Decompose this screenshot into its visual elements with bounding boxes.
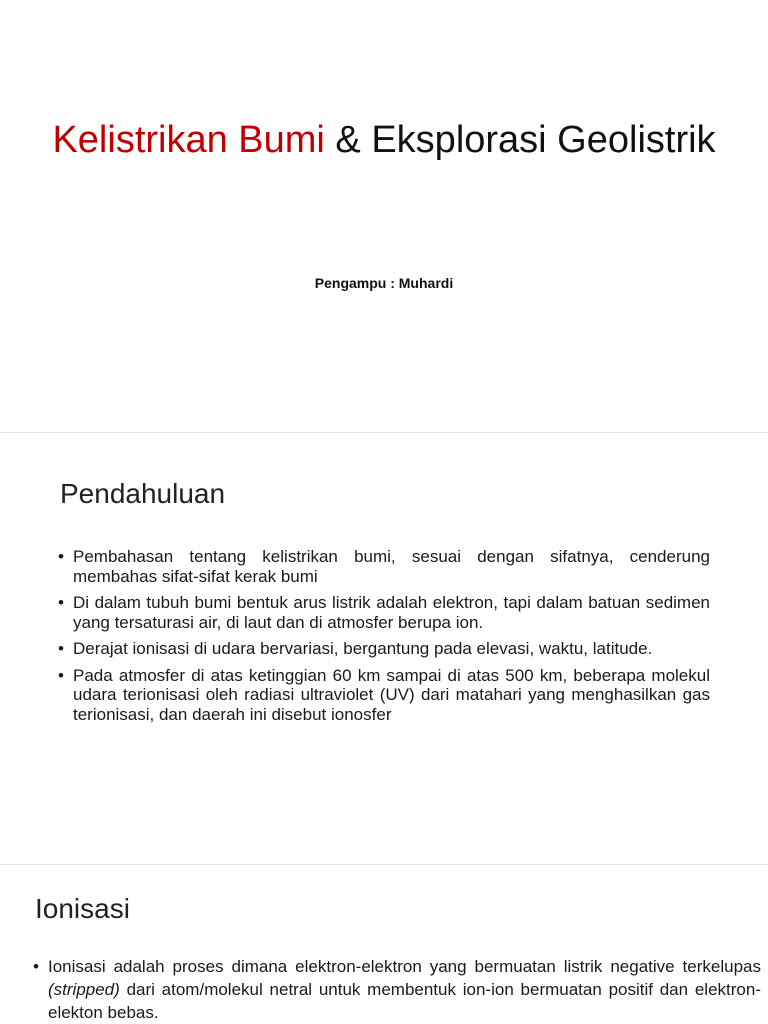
bullet-icon: •: [33, 957, 39, 976]
bullet-italic-text: (stripped): [48, 980, 120, 999]
ionisasi-slide: [0, 865, 768, 1024]
bullet-list: [58, 547, 710, 731]
bullet-text: dari atom/molekul netral untuk membentuk ion-ion bermuatan positif dan elektron-elekton bebas.: [48, 980, 761, 1022]
intro-slide: [0, 433, 768, 864]
presentation-title: [40, 112, 728, 168]
bullet-icon: •: [58, 547, 64, 566]
title-slide: [0, 0, 768, 432]
bullet-text: Di dalam tubuh bumi bentuk arus listrik adalah elektron, tapi dalam batuan sedimen yang tersaturasi air, di laut dan di atmosfer berupa ion.: [73, 593, 710, 632]
bullet-icon: •: [58, 639, 64, 658]
bullet-icon: •: [58, 665, 64, 685]
bullet-item: [58, 593, 710, 632]
title-accent-text: Kelistrikan Bumi: [52, 119, 325, 161]
bullet-item: [58, 666, 710, 725]
bullet-text: Pembahasan tentang kelistrikan bumi, sesuai dengan sifatnya, cenderung membahas sifat-sifat kerak bumi: [73, 547, 710, 586]
presenter-subtitle: Pengampu : Muhardi: [314, 275, 454, 291]
bullet-item: [58, 639, 710, 659]
bullet-list: [33, 955, 761, 1024]
bullet-icon: •: [58, 593, 64, 612]
bullet-item: [33, 955, 761, 1024]
bullet-text: Pada atmosfer di atas ketinggian 60 km sampai di atas 500 km, beberapa molekul udara terionisasi oleh radiasi ultraviolet (UV) dari matahari yang menghasilkan gas terionisasi, dan daerah ini disebut ionosfer: [73, 665, 710, 724]
slide-heading: Pendahuluan: [60, 478, 226, 509]
bullet-item: [58, 547, 710, 586]
title-rest-text: & Eksplorasi Geolistrik: [324, 119, 716, 161]
slide-heading: Ionisasi: [35, 893, 130, 924]
bullet-text: Ionisasi adalah proses dimana elektron-elektron yang bermuatan listrik negative terkelupas: [48, 957, 761, 976]
bullet-text: Derajat ionisasi di udara bervariasi, bergantung pada elevasi, waktu, latitude.: [73, 639, 653, 658]
